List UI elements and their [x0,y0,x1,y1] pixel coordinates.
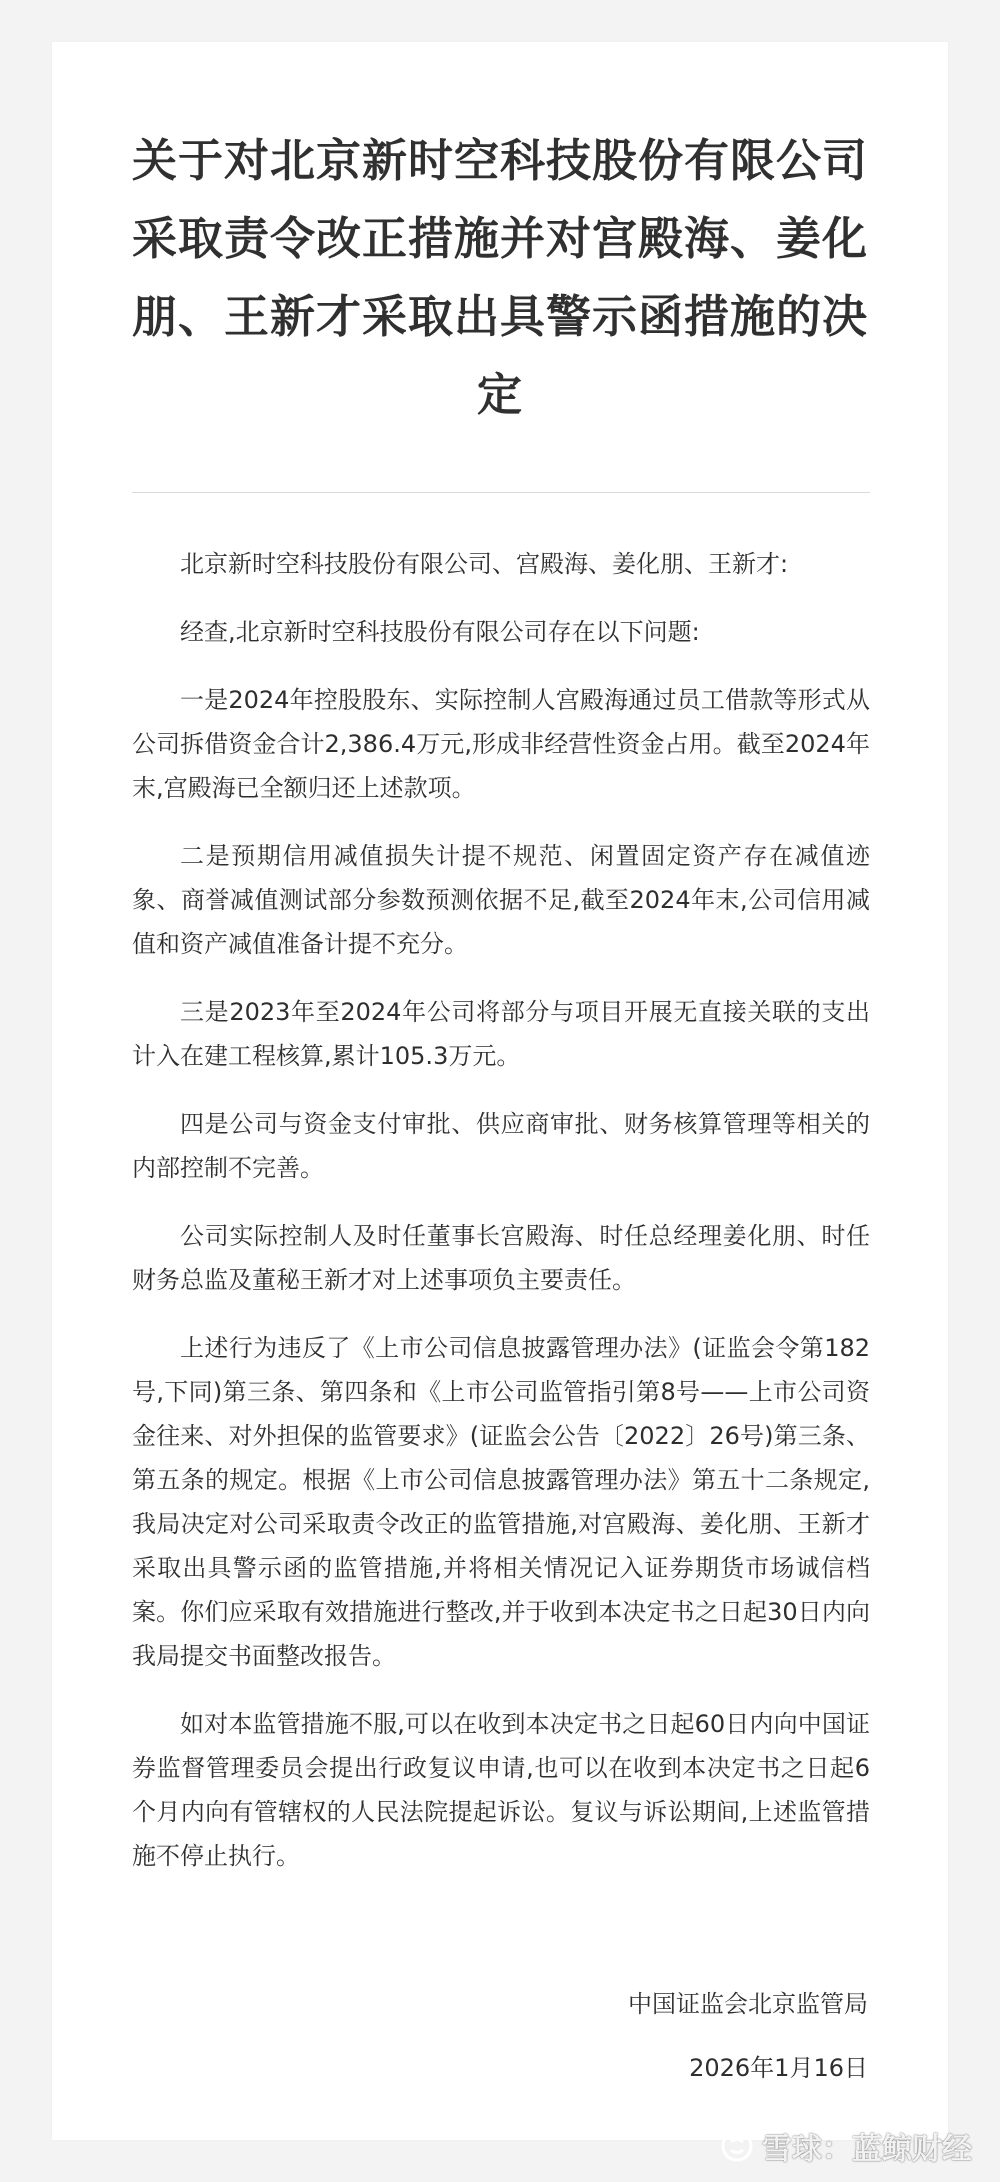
appeal-paragraph: 如对本监管措施不服,可以在收到本决定书之日起60日内向中国证券监督管理委员会提出行政复议申请,也可以在收到本决定书之日起6个月内向有管辖权的人民法院提起诉讼。复议与诉讼期间,上述监管措施不停止执行。 [132,1710,870,1870]
document-title: 关于对北京新时空科技股份有限公司采取责令改正措施并对宫殿海、姜化朋、王新才采取出具警示函措施的决定 [131,134,868,421]
findings-intro-paragraph: 经查,北京新时空科技股份有限公司存在以下问题: [180,618,700,646]
finding-1-paragraph: 一是2024年控股股东、实际控制人宫殿海通过员工借款等形式从公司拆借资金合计2,386.4万元,形成非经营性资金占用。截至2024年末,宫殿海已全额归还上述款项。 [132,686,870,802]
salutation-paragraph: 北京新时空科技股份有限公司、宫殿海、姜化朋、王新才: [180,550,789,578]
document-page [52,42,948,2140]
document-body [132,542,870,1902]
title-divider [132,492,870,493]
issuer-name: 中国证监会北京监管局 [628,1990,868,2018]
snowball-logo-icon [720,2129,754,2163]
watermark-text: 雪球：蓝鲸财经 [762,2132,972,2167]
responsibility-paragraph: 公司实际控制人及时任董事长宫殿海、时任总经理姜化朋、时任财务总监及董秘王新才对上述事项负主要责任。 [132,1222,870,1294]
finding-2-paragraph: 二是预期信用减值损失计提不规范、闲置固定资产存在减值迹象、商誉减值测试部分参数预测依据不足,截至2024年末,公司信用减值和资产减值准备计提不充分。 [132,842,870,958]
issue-date: 2026年1月16日 [689,2054,868,2082]
decision-paragraph: 上述行为违反了《上市公司信息披露管理办法》(证监会令第182号,下同)第三条、第四条和《上市公司监管指引第8号——上市公司资金往来、对外担保的监管要求》(证监会公告〔2022〕26号)第三条、第五条的规定。根据《上市公司信息披露管理办法》第五十二条规定,我局决定对公司采取责令改正的监管措施,对宫殿海、姜化朋、王新才采取出具警示函的监管措施,并将相关情况记入证券期货市场诚信档案。你们应采取有效措施进行整改,并于收到本决定书之日起30日内向我局提交书面整改报告。 [132,1334,870,1670]
watermark [720,2124,972,2168]
finding-3-paragraph: 三是2023年至2024年公司将部分与项目开展无直接关联的支出计入在建工程核算,累计105.3万元。 [132,998,870,1070]
finding-4-paragraph: 四是公司与资金支付审批、供应商审批、财务核算管理等相关的内部控制不完善。 [132,1110,870,1182]
signature-block [628,1982,868,2110]
